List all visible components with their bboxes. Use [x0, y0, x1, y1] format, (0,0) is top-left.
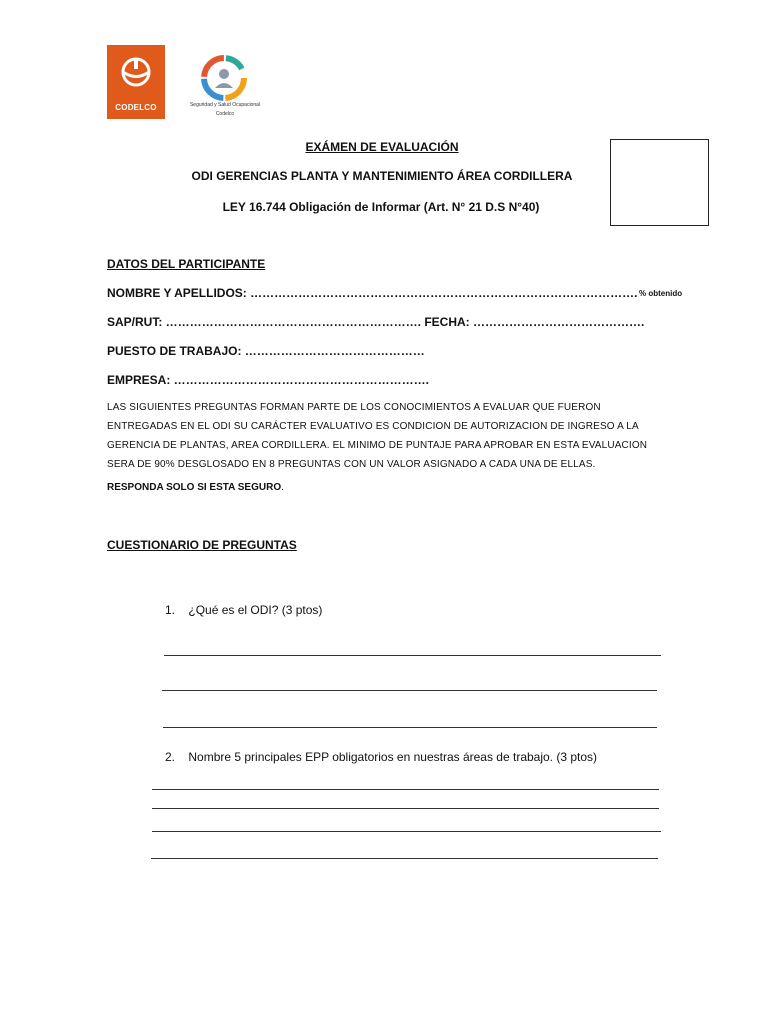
score-label: % obtenido: [639, 289, 683, 298]
answer-line[interactable]: [152, 831, 661, 832]
codelco-logo-text: CODELCO: [115, 103, 157, 112]
answer-line[interactable]: [162, 690, 657, 691]
job-position-field[interactable]: PUESTO DE TRABAJO: ………………………………………: [107, 344, 425, 358]
law-reference: LEY 16.744 Obligación de Informar (Art. N° 21 D.S N°40): [222, 200, 540, 214]
questionnaire-heading: CUESTIONARIO DE PREGUNTAS: [107, 538, 297, 552]
document-title: EXÁMEN DE EVALUACIÓN: [305, 140, 459, 154]
question-2: [165, 750, 597, 764]
instructions-note: [107, 482, 284, 493]
safety-ring-icon: [180, 52, 270, 102]
answer-line[interactable]: [163, 727, 657, 728]
company-field[interactable]: EMPRESA: ……………………………………………………….: [107, 373, 430, 387]
instructions-note-text: RESPONDA SOLO SI ESTA SEGURO: [107, 482, 282, 493]
codelco-emblem-icon: [107, 45, 165, 105]
question-number: 1.: [165, 603, 176, 617]
codelco-logo: [107, 45, 165, 119]
sap-rut-date-field[interactable]: SAP/RUT: ………………………………………………………. FECHA: …………………………………….: [107, 315, 645, 329]
question-text: Nombre 5 principales EPP obligatorios en nuestras áreas de trabajo. (3 ptos): [188, 750, 598, 764]
safety-logo-text: Seguridad y Salud Ocupacional: [189, 102, 261, 108]
instructions-paragraph: LAS SIGUIENTES PREGUNTAS FORMAN PARTE DE LOS CONOCIMIENTOS A EVALUAR QUE FUERON ENTREGADAS EN EL ODI SU CARÁCTER EVALUATIVO ES CONDICION DE AUTORIZACION DE INGRESO A LA GERENCIA DE PLANTAS, AREA CORDILLERA. EL MINIMO DE PUNTAJE PARA APROBAR EN ESTA EVALUACION SERA DE 90% DESGLOSADO EN 8 PREGUNTAS CON UN VALOR ASIGNADO A CADA UNA DE ELLAS.: [107, 402, 648, 470]
answer-line[interactable]: [152, 789, 659, 790]
question-1: [165, 603, 322, 617]
answer-line[interactable]: [164, 655, 661, 656]
name-field[interactable]: NOMBRE Y APELLIDOS: …………………………………………………………………………………….: [107, 286, 638, 300]
answer-line[interactable]: [151, 858, 658, 859]
question-text: ¿Qué es el ODI? (3 ptos): [188, 603, 323, 617]
photo-box: [610, 139, 709, 226]
safety-logo: [180, 52, 270, 122]
instructions-note-period: .: [281, 482, 284, 493]
document-subtitle: ODI GERENCIAS PLANTA Y MANTENIMIENTO ÁREA CORDILLERA: [191, 169, 573, 183]
participant-heading: DATOS DEL PARTICIPANTE: [107, 257, 266, 271]
safety-logo-subtext: Codelco: [215, 111, 235, 117]
answer-line[interactable]: [152, 808, 659, 809]
question-number: 2.: [165, 750, 176, 764]
